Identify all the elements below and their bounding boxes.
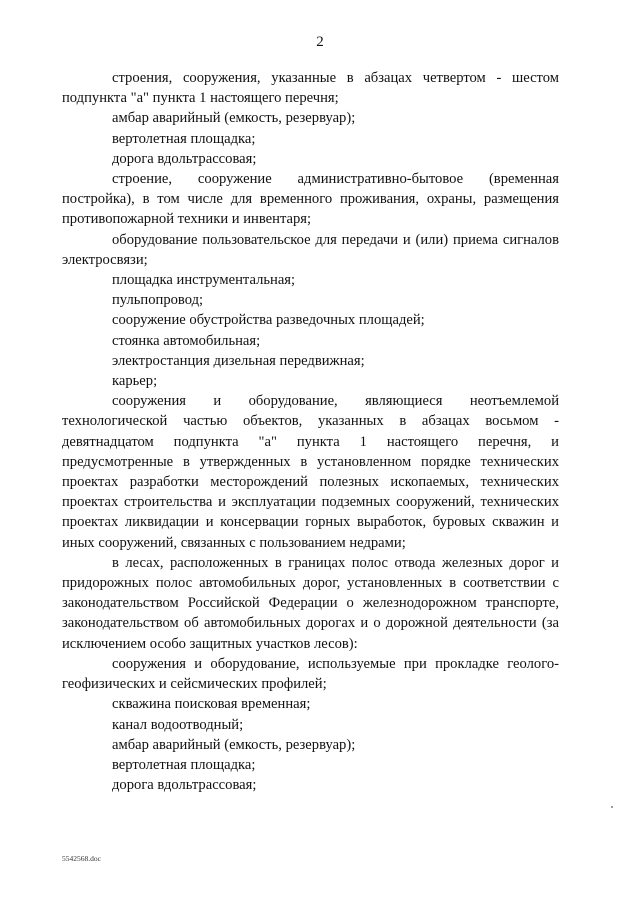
- paragraph: скважина поисковая временная;: [112, 696, 311, 713]
- document-body: [62, 68, 559, 795]
- paragraph: строение, сооружение административно-бытовое (временная постройка), в том числе для временного проживания, охраны, размещения противопожарной техники и инвентаря;: [62, 171, 559, 228]
- file-name-footer: 5542568.doc: [62, 854, 101, 863]
- paragraph: в лесах, расположенных в границах полос отвода железных дорог и придорожных полос автомобильных дорог, установленных в соответствии с законодательством Российской Федерации о железнодорожном транспорте, законодательством об автомобильных дорогах и о дорожной деятельности (за исключением особо защитных участков лесов):: [62, 554, 559, 652]
- paragraph: оборудование пользовательское для передачи и (или) приема сигналов электросвязи;: [62, 231, 559, 268]
- paragraph: стоянка автомобильная;: [112, 332, 261, 349]
- paragraph: амбар аварийный (емкость, резервуар);: [112, 736, 356, 753]
- paragraph: пульпопровод;: [112, 292, 204, 309]
- page-number: 2: [316, 34, 324, 50]
- paragraph: сооружения и оборудование, являющиеся неотъемлемой технологической частью объектов, указанных в абзацах восьмом - девятнадцатом подпункта "а" пункта 1 настоящего перечня, и предусмотренные в утвержденных в установленном порядке технических проектах разработки месторождений полезных ископаемых, технических проектах строительства и эксплуатации подземных сооружений, технических проектах ликвидации и консервации горных выработок, буровых скважин и иных сооружений, связанных с пользованием недрами;: [62, 393, 559, 551]
- paragraph: вертолетная площадка;: [112, 756, 256, 773]
- paragraph: сооружения и оборудование, используемые при прокладке геолого-геофизических и сейсмических профилей;: [62, 655, 559, 693]
- paragraph: строения, сооружения, указанные в абзацах четвертом - шестом подпункта "а" пункта 1 настоящего перечня;: [62, 70, 559, 107]
- paragraph: площадка инструментальная;: [112, 272, 296, 289]
- paragraph: дорога вдольтрассовая;: [112, 150, 257, 167]
- paragraph: амбар аварийный (емкость, резервуар);: [112, 110, 356, 127]
- paragraph: дорога вдольтрассовая;: [112, 777, 257, 794]
- paragraph: канал водоотводный;: [112, 716, 244, 733]
- scan-speck: [611, 806, 613, 808]
- paragraph: карьер;: [112, 373, 158, 390]
- paragraph: вертолетная площадка;: [112, 130, 256, 147]
- paragraph: электростанция дизельная передвижная;: [112, 352, 365, 369]
- paragraph: сооружение обустройства разведочных площадей;: [112, 312, 425, 329]
